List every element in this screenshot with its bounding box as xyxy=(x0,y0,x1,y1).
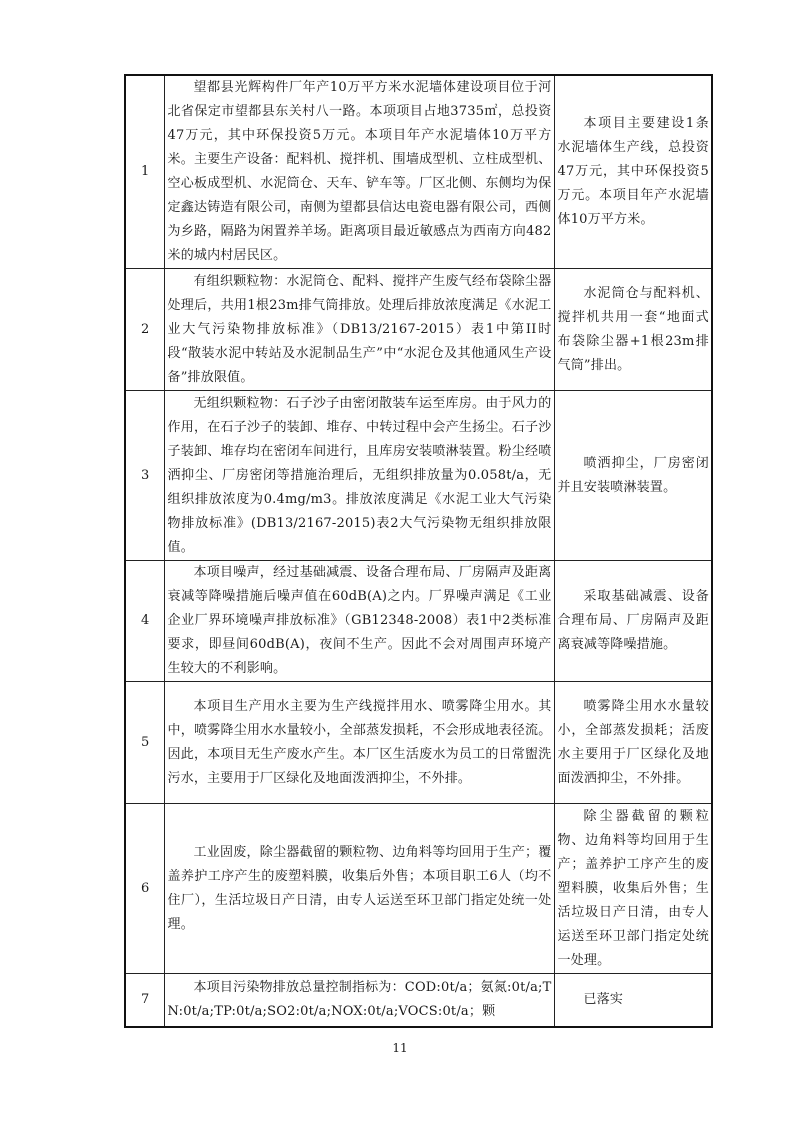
row-number-cell: 2 xyxy=(125,269,164,391)
description-text: 有组织颗粒物：水泥筒仓、配料、搅拌产生废气经布袋除尘器处理后，共用1根23m排气筒排放。处理后排放浓度满足《水泥工业大气污染物排放标准》（DB13/2167-2015）表1中第II时段“散装水泥中转站及水泥制品生产”中“水泥仓及其他通风生产设备”排放限值。 xyxy=(167,273,552,385)
measure-text: 已落实 xyxy=(583,991,624,1007)
compliance-table xyxy=(124,74,713,1028)
description-cell xyxy=(164,682,554,804)
description-cell xyxy=(164,391,554,561)
description-text: 本项目噪声，经过基础减震、设备合理布局、厂房隔声及距离衰减等降噪措施后噪声值在60dB(A)之内。厂界噪声满足《工业企业厂界环境噪声排放标准》（GB12348-2008）表1中2类标准要求，即昼间60dB(A)，夜间不生产。因此不会对周围声环境产生较大的不利影响。 xyxy=(167,565,552,676)
measure-cell xyxy=(554,682,712,804)
description-text: 无组织颗粒物：石子沙子由密闭散装车运至库房。由于风力的作用，在石子沙子的装卸、堆存、中转过程中会产生扬尘。石子沙子装卸、堆存均在密闭车间进行，且库房安装喷淋装置。粉尘经喷洒抑尘、厂房密闭等措施治理后，无组织排放量为0.058t/a，无组织排放浓度为0.4mg/m3。排放浓度满足《水泥工业大气污染物排放标准》(DB13/2167-2015)表2大气污染物无组织排放限值。 xyxy=(167,395,552,555)
row-number-cell: 7 xyxy=(125,974,164,1027)
description-text: 工业固废，除尘器截留的颗粒物、边角料等均回用于生产；覆盖养护工序产生的废塑料膜，收集后外售；本项目职工6人（均不住厂），生活垃圾日产日清，由专人运送至环卫部门指定处统一处理。 xyxy=(167,844,552,932)
row-number-cell: 1 xyxy=(125,75,164,269)
measure-cell xyxy=(554,804,712,974)
measure-cell xyxy=(554,75,712,269)
description-text: 本项目污染物排放总量控制指标为：COD:0t/a；氨氮:0t/a;TN:0t/a;TP:0t/a;SO2:0t/a;NOX:0t/a;VOCS:0t/a；颗 xyxy=(167,979,552,1019)
measure-cell xyxy=(554,391,712,561)
row-number-cell: 4 xyxy=(125,561,164,682)
measure-text: 采取基础减震、设备合理布局、厂房隔声及距离衰减等降噪措施。 xyxy=(557,589,709,652)
description-text: 望都县光辉构件厂年产10万平方米水泥墙体建设项目位于河北省保定市望都县东关村八一路。本项项目占地3735㎡，总投资47万元，其中环保投资5万元。本项目年产水泥墙体10万平方米。主要生产设备：配料机、搅拌机、围墙成型机、立柱成型机、空心板成型机、水泥筒仓、天车、铲车等。厂区北侧、东侧均为保定鑫达铸造有限公司，南侧为望都县信达电瓷电器有限公司，西侧为乡路，隔路为闲置养羊场。距离项目最近敏感点为西南方向482米的城内村居民区。 xyxy=(167,80,552,263)
page-number: 11 xyxy=(392,1041,408,1055)
table-row xyxy=(125,75,712,269)
measure-text: 喷洒抑尘，厂房密闭并且安装喷淋装置。 xyxy=(557,455,709,495)
table-row xyxy=(125,682,712,804)
measure-text: 除尘器截留的颗粒物、边角料等均回用于生产；盖养护工序产生的废塑料膜，收集后外售；生活垃圾日产日清，由专人运送至环卫部门指定处统一处理。 xyxy=(557,808,709,968)
table-row xyxy=(125,561,712,682)
row-number-cell: 6 xyxy=(125,804,164,974)
row-number-cell: 5 xyxy=(125,682,164,804)
measure-cell xyxy=(554,561,712,682)
description-cell xyxy=(164,75,554,269)
measure-cell xyxy=(554,974,712,1027)
table-row xyxy=(125,804,712,974)
measure-text: 本项目主要建设1条水泥墙体生产线，总投资47万元，其中环保投资5万元。本项目年产水泥墙体10万平方米。 xyxy=(557,116,709,227)
measure-cell xyxy=(554,269,712,391)
description-cell xyxy=(164,804,554,974)
row-number-cell: 3 xyxy=(125,391,164,561)
table-row xyxy=(125,391,712,561)
description-cell xyxy=(164,974,554,1027)
description-cell xyxy=(164,561,554,682)
measure-text: 水泥筒仓与配料机、搅拌机共用一套“地面式布袋除尘器+1根23m排气筒”排出。 xyxy=(557,285,709,373)
table-row xyxy=(125,269,712,391)
description-text: 本项目生产用水主要为生产线搅拌用水、喷雾降尘用水。其中，喷雾降尘用水水量较小，全部蒸发损耗，不会形成地表径流。因此，本项目无生产废水产生。本厂区生活废水为员工的日常盥洗污水，主要用于厂区绿化及地面泼洒抑尘，不外排。 xyxy=(167,698,552,786)
description-cell xyxy=(164,269,554,391)
measure-text: 喷雾降尘用水水量较小，全部蒸发损耗；活废水主要用于厂区绿化及地面泼洒抑尘，不外排。 xyxy=(557,698,709,786)
table-row xyxy=(125,974,712,1027)
